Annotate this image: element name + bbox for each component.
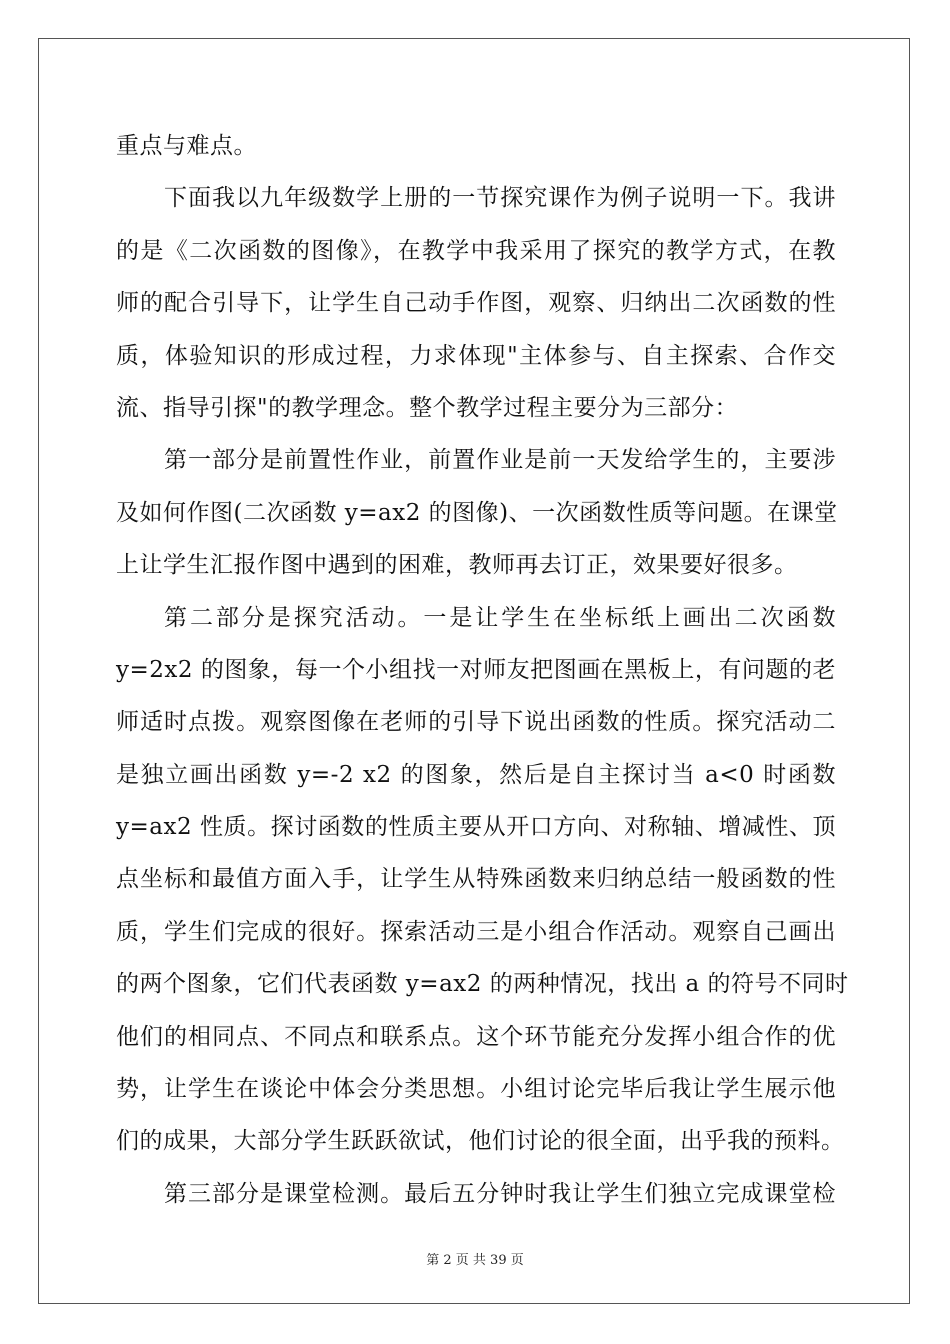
text-line: 质，体验知识的形成过程，力求体现"主体参与、自主探索、合作交 <box>116 342 836 369</box>
text-line: 第三部分是课堂检测。最后五分钟时我让学生们独立完成课堂检 <box>164 1180 836 1207</box>
text-line: 第二部分是探究活动。一是让学生在坐标纸上画出二次函数 <box>164 604 836 631</box>
page-number-footer: 第 2 页 共 39 页 <box>426 1253 524 1268</box>
text-line: 的两个图象，它们代表函数 y=ax2 的两种情况，找出 a 的符号不同时 <box>116 971 849 998</box>
text-line: 质，学生们完成的很好。探索活动三是小组合作活动。观察自己画出 <box>116 918 836 945</box>
text-line: 的是《二次函数的图像》，在教学中我采用了探究的教学方式，在教 <box>116 237 836 264</box>
text-line: 师的配合引导下，让学生自己动手作图，观察、归纳出二次函数的性 <box>116 290 836 317</box>
text-line: 势，让学生在谈论中体会分类思想。小组讨论完毕后我让学生展示他 <box>116 1076 836 1103</box>
text-line: 及如何作图(二次函数 y=ax2 的图像)、一次函数性质等问题。在课堂 <box>116 499 838 526</box>
text-line: 他们的相同点、不同点和联系点。这个环节能充分发挥小组合作的优 <box>116 1023 836 1050</box>
text-line: 点坐标和最值方面入手，让学生从特殊函数来归纳总结一般函数的性 <box>116 866 836 893</box>
text-line: 是独立画出函数 y=-2 x2 的图象，然后是自主探讨当 a<0 时函数 <box>116 761 836 788</box>
text-line: 上让学生汇报作图中遇到的困难，教师再去订正，效果要好很多。 <box>116 552 798 579</box>
text-line: 第一部分是前置性作业，前置作业是前一天发给学生的，主要涉 <box>164 447 836 474</box>
text-line: 流、指导引探"的教学理念。整个教学过程主要分为三部分： <box>116 394 739 421</box>
text-line: y=2x2 的图象，每一个小组找一对师友把图画在黑板上，有问题的老 <box>116 656 836 683</box>
text-line: 们的成果，大部分学生跃跃欲试，他们讨论的很全面，出乎我的预料。 <box>116 1128 845 1155</box>
text-line: y=ax2 性质。探讨函数的性质主要从开口方向、对称轴、增减性、顶 <box>116 814 836 841</box>
text-line: 重点与难点。 <box>116 133 257 159</box>
text-line: 师适时点拨。观察图像在老师的引导下说出函数的性质。探究活动二 <box>116 709 836 736</box>
text-line: 下面我以九年级数学上册的一节探究课作为例子说明一下。我讲 <box>164 185 836 212</box>
document-body <box>116 120 849 1220</box>
